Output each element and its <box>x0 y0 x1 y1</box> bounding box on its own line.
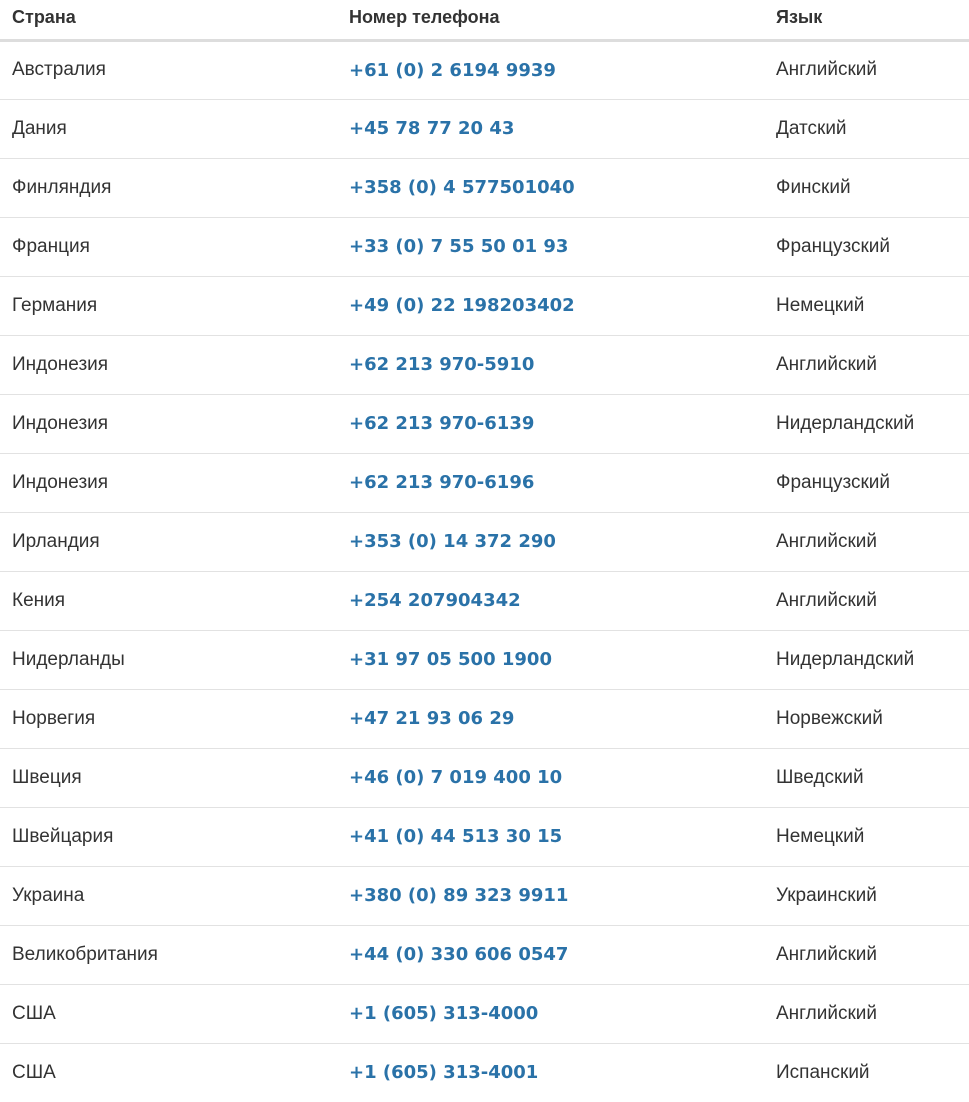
phone-cell <box>337 394 763 453</box>
phone-link[interactable]: +62 213 970-6139 <box>349 413 535 434</box>
table-row <box>0 217 969 276</box>
language-cell: Английский <box>763 40 969 99</box>
country-cell: Кения <box>0 571 337 630</box>
phone-cell <box>337 748 763 807</box>
language-cell: Шведский <box>763 748 969 807</box>
country-cell: Германия <box>0 276 337 335</box>
country-cell: Норвегия <box>0 689 337 748</box>
language-cell: Испанский <box>776 1061 870 1083</box>
phone-link[interactable]: +49 (0) 22 198203402 <box>349 295 575 316</box>
phone-cell <box>337 217 763 276</box>
table-row <box>0 40 969 99</box>
phone-link[interactable]: +46 (0) 7 019 400 10 <box>349 767 563 788</box>
country-cell: Финляндия <box>0 158 337 217</box>
language-cell: Немецкий <box>763 276 969 335</box>
table-row <box>0 866 969 925</box>
country-cell: Нидерланды <box>0 630 337 689</box>
country-cell: Ирландия <box>0 512 337 571</box>
phone-link[interactable]: +41 (0) 44 513 30 15 <box>349 826 563 847</box>
phone-cell <box>337 453 763 512</box>
language-cell: Английский <box>763 925 969 984</box>
country-cell: Дания <box>0 99 337 158</box>
table-row <box>0 571 969 630</box>
table-row <box>0 630 969 689</box>
table-row <box>0 1043 969 1102</box>
phone-link[interactable]: +31 97 05 500 1900 <box>349 649 552 670</box>
phone-cell <box>337 866 763 925</box>
country-cell: Индонезия <box>0 394 337 453</box>
language-cell: Английский <box>763 512 969 571</box>
country-cell: Швеция <box>0 748 337 807</box>
language-cell: Финский <box>763 158 969 217</box>
country-cell: Великобритания <box>0 925 337 984</box>
phone-link[interactable]: +1 (605) 313-4001 <box>349 1062 539 1084</box>
phone-cell <box>337 925 763 984</box>
table-row <box>0 453 969 512</box>
phone-link[interactable]: +44 (0) 330 606 0547 <box>349 944 569 965</box>
language-cell: Норвежский <box>763 689 969 748</box>
table-row <box>0 276 969 335</box>
language-cell: Украинский <box>763 866 969 925</box>
language-cell: Датский <box>763 99 969 158</box>
phone-link[interactable]: +380 (0) 89 323 9911 <box>349 885 569 906</box>
phone-cell <box>337 335 763 394</box>
language-cell: Нидерландский <box>763 394 969 453</box>
table-row <box>0 689 969 748</box>
phone-cell <box>337 571 763 630</box>
country-cell: США <box>0 984 337 1043</box>
country-cell: Франция <box>0 217 337 276</box>
table-row <box>0 158 969 217</box>
language-cell: Французский <box>763 217 969 276</box>
phone-link[interactable]: +353 (0) 14 372 290 <box>349 531 556 552</box>
phone-link[interactable]: +47 21 93 06 29 <box>349 708 515 729</box>
phone-cell <box>337 984 763 1043</box>
column-header-country: Страна <box>0 0 337 40</box>
table-row <box>0 99 969 158</box>
table-row <box>0 984 969 1043</box>
table-header <box>0 0 969 40</box>
phone-cell <box>337 158 763 217</box>
country-cell: США <box>12 1061 56 1083</box>
table-row <box>0 394 969 453</box>
table-row <box>0 807 969 866</box>
country-cell: Украина <box>0 866 337 925</box>
country-cell: Австралия <box>0 40 337 99</box>
phone-link[interactable]: +62 213 970-5910 <box>349 354 535 375</box>
language-cell: Английский <box>763 571 969 630</box>
column-header-phone: Номер телефона <box>337 0 763 40</box>
language-cell: Нидерландский <box>763 630 969 689</box>
table-row <box>0 748 969 807</box>
table-body <box>0 40 969 1102</box>
phone-link[interactable]: +358 (0) 4 577501040 <box>349 177 575 198</box>
country-cell: Индонезия <box>0 335 337 394</box>
phone-cell <box>337 807 763 866</box>
column-header-language: Язык <box>763 0 969 40</box>
phone-link[interactable]: +45 78 77 20 43 <box>349 118 515 139</box>
phone-link[interactable]: +33 (0) 7 55 50 01 93 <box>349 236 569 257</box>
phone-cell <box>337 40 763 99</box>
table-row <box>0 335 969 394</box>
country-cell: Индонезия <box>0 453 337 512</box>
phone-cell <box>337 512 763 571</box>
country-cell: Швейцария <box>0 807 337 866</box>
language-cell: Немецкий <box>763 807 969 866</box>
language-cell: Английский <box>763 335 969 394</box>
phone-cell <box>337 630 763 689</box>
header-row <box>0 0 969 40</box>
phone-link[interactable]: +61 (0) 2 6194 9939 <box>349 59 556 81</box>
phone-cell <box>337 276 763 335</box>
phone-link[interactable]: +254 207904342 <box>349 590 521 611</box>
phone-link[interactable]: +1 (605) 313-4000 <box>349 1003 539 1024</box>
table-row <box>0 512 969 571</box>
table-row <box>0 925 969 984</box>
phone-cell <box>337 1043 763 1102</box>
language-cell: Английский <box>763 984 969 1043</box>
phone-cell <box>337 99 763 158</box>
phone-link[interactable]: +62 213 970-6196 <box>349 472 535 493</box>
language-cell: Французский <box>763 453 969 512</box>
phone-cell <box>337 689 763 748</box>
